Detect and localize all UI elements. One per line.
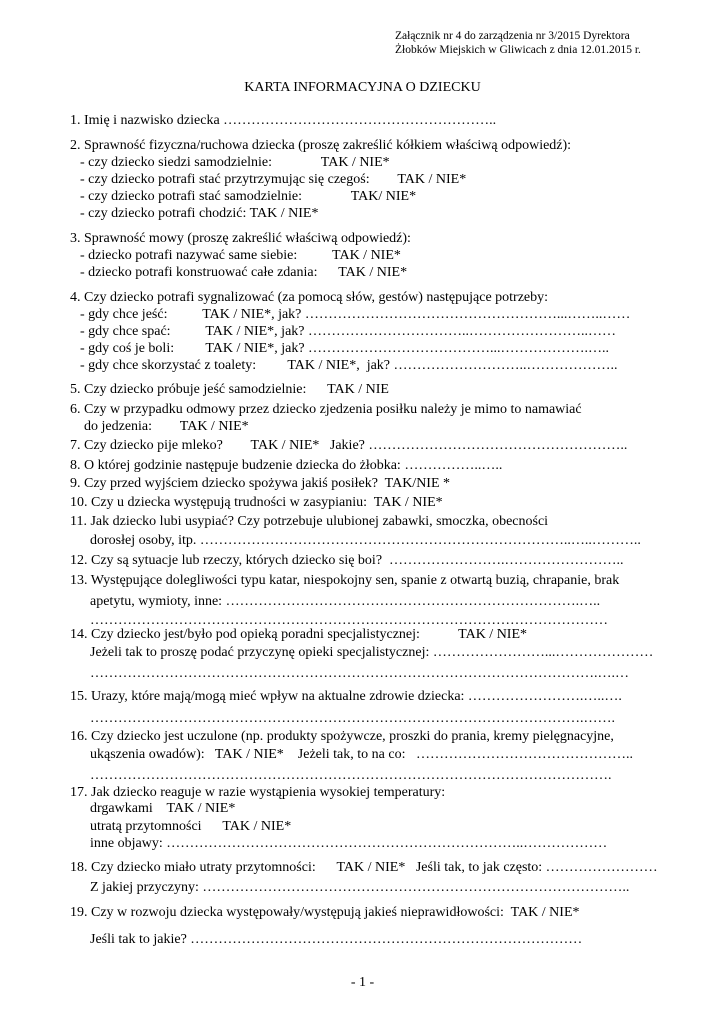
form-line: - gdy chce skorzystać z toalety: TAK / NIE*, jak? ………………………..……………….. xyxy=(80,358,618,373)
form-line: 4. Czy dziecko potrafi sygnalizować (za pomocą słów, gestów) następujące potrzeby: xyxy=(70,290,549,305)
header-line-2: Żłobków Miejskich w Gliwicach z dnia 12.01.2015 r. xyxy=(395,44,641,56)
form-line: - gdy chce spać: TAK / NIE*, jak? ……………………………..……………………..…… xyxy=(80,324,616,339)
form-line: Jeśli tak to jakie? ………………………………………………………………………… xyxy=(90,932,583,947)
form-line: …………………………………………………………………………………………….……. xyxy=(90,711,615,726)
form-line: 1. Imię i nazwisko dziecka ………………………………………………….. xyxy=(70,113,497,128)
form-line: 19. Czy w rozwoju dziecka występowały/występują jakieś nieprawidłowości: TAK / NIE* xyxy=(70,905,580,920)
form-line: apetytu, wymioty, inne: ………………………………………………………………….….. xyxy=(90,594,601,609)
form-line: - czy dziecko potrafi stać przytrzymując się czegoś: TAK / NIE* xyxy=(80,172,467,187)
form-line: 9. Czy przed wyjściem dziecko spożywa jakiś posiłek? TAK/NIE * xyxy=(70,476,451,491)
form-line: Jeżeli tak to proszę podać przyczynę opieki specjalistycznej: ……………………...………………… xyxy=(90,645,654,660)
form-line: 17. Jak dziecko reaguje w razie wystąpienia wysokiej temperatury: xyxy=(70,785,446,800)
form-line: - dziecko potrafi konstruować całe zdania: TAK / NIE* xyxy=(80,265,408,280)
form-line: 3. Sprawność mowy (proszę zakreślić właściwą odpowiedź): xyxy=(70,231,411,246)
form-line: 16. Czy dziecko jest uczulone (np. produkty spożywcze, proszki do prania, kremy pielęgnacyjne, xyxy=(70,729,614,744)
form-line: do jedzenia: TAK / NIE* xyxy=(84,419,249,434)
form-line: inne objawy: …………………………………………………………………..……………… xyxy=(90,836,608,851)
form-line: - gdy coś je boli: TAK / NIE*, jak? …………………………………...……………….….. xyxy=(80,341,610,356)
form-line: …………………………………………………………………………………………………. xyxy=(90,768,612,783)
form-line: 6. Czy w przypadku odmowy przez dziecko zjedzenia posiłku należy je mimo to namawiać xyxy=(70,402,582,417)
page-number: - 1 - xyxy=(350,975,375,990)
form-line: 18. Czy dziecko miało utraty przytomności: TAK / NIE* Jeśli tak, to jak często: …………………… xyxy=(70,860,658,875)
page-title: KARTA INFORMACYJNA O DZIECKU xyxy=(244,80,481,95)
header-line-1: Załącznik nr 4 do zarządzenia nr 3/2015 Dyrektora xyxy=(395,30,630,42)
form-line: - czy dziecko siedzi samodzielnie: TAK / NIE* xyxy=(80,155,390,170)
form-line: 14. Czy dziecko jest/było pod opieką poradni specjalistycznej: TAK / NIE* xyxy=(70,627,528,642)
form-line: dorosłej osoby, itp. ……………………………………………………………………..…..……….. xyxy=(90,533,641,548)
form-line: ukąszenia owadów): TAK / NIE* Jeżeli tak, to na co: ……………………………………….. xyxy=(90,747,633,762)
form-line: ……………………………………………………………………………………………….….… xyxy=(90,666,629,681)
form-line: Z jakiej przyczyny: ……………………………………………………………………………….. xyxy=(90,880,630,895)
form-line: 7. Czy dziecko pije mleko? TAK / NIE* Jakie? ……………………………………………….. xyxy=(70,438,628,453)
form-line: 10. Czy u dziecka występują trudności w zasypianiu: TAK / NIE* xyxy=(70,495,443,510)
form-line: - dziecko potrafi nazywać same siebie: TAK / NIE* xyxy=(80,248,401,263)
form-line: utratą przytomności TAK / NIE* xyxy=(90,819,292,834)
form-line: 2. Sprawność fizyczna/ruchowa dziecka (proszę zakreślić kółkiem właściwą odpowiedź): xyxy=(70,138,572,153)
form-line: drgawkami TAK / NIE* xyxy=(90,801,236,816)
form-line: - czy dziecko potrafi chodzić: TAK / NIE* xyxy=(80,206,319,221)
form-line: - czy dziecko potrafi stać samodzielnie: TAK/ NIE* xyxy=(80,189,417,204)
form-line: 13. Występujące dolegliwości typu katar, niespokojny sen, spanie z otwartą buzią, chrapanie, brak xyxy=(70,573,620,588)
form-line: 15. Urazy, które mają/mogą mieć wpływ na aktualne zdrowie dziecka: …………………….…..…. xyxy=(70,689,622,704)
form-line: - gdy chce jeść: TAK / NIE*, jak? ………………………………………………...……..…… xyxy=(80,307,631,322)
form-line: 12. Czy są sytuacje lub rzeczy, których dziecko się boi? …………………….…………………….. xyxy=(70,553,624,568)
form-line: 5. Czy dziecko próbuje jeść samodzielnie: TAK / NIE xyxy=(70,382,389,397)
form-line: ………………………………………………………………………………………………… xyxy=(90,613,608,628)
form-line: 8. O której godzinie następuje budzenie dziecka do żłobka: ……………..….. xyxy=(70,458,503,473)
form-line: 11. Jak dziecko lubi usypiać? Czy potrzebuje ulubionej zabawki, smoczka, obecności xyxy=(70,514,549,529)
